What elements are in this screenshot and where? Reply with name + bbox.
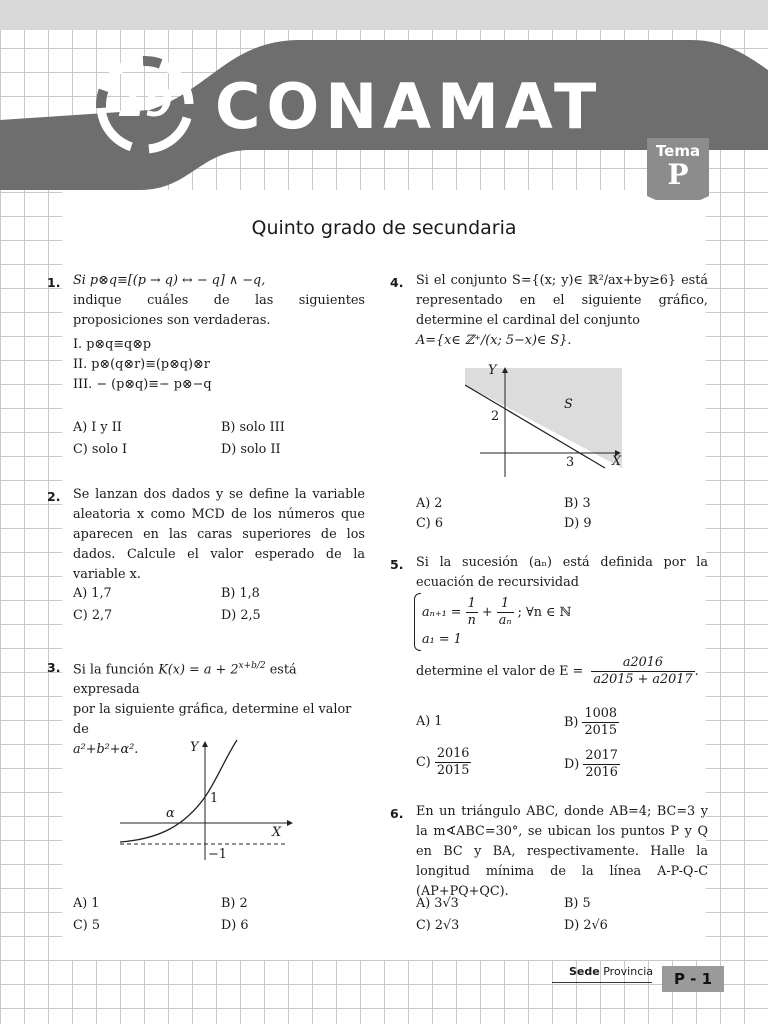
p2-option-b[interactable]: B) 1,8 [221, 586, 260, 601]
p4-option-d[interactable]: D) 9 [564, 516, 592, 531]
problem-1 [73, 271, 365, 395]
problem-4-set-a: A={x∈ ℤ⁺/(x; 5−x)∈ S}. [416, 333, 572, 348]
footer-divider [552, 982, 652, 983]
footer-provincia: Provincia [603, 965, 654, 978]
p6-option-b[interactable]: B) 5 [564, 896, 591, 911]
rec-left: aₙ₊₁ = [422, 605, 462, 620]
p3-option-a[interactable]: A) 1 [73, 896, 100, 911]
problem-3-line1a: Si la función [73, 662, 159, 678]
problem-5-recursion-1 [422, 596, 571, 629]
problem-6-number: 6. [390, 806, 404, 821]
p5-E-fraction: $\frac{a2016}{a2015 + a2017}$ [593, 655, 693, 687]
problem-4 [416, 271, 708, 351]
p4-graph-three: 3 [566, 455, 575, 470]
p2-option-a[interactable]: A) 1,7 [73, 586, 112, 601]
problem-3-line1b: está expresada [73, 662, 297, 698]
problem-2-number: 2. [47, 489, 61, 504]
p4-graph-ylabel: Y [488, 363, 497, 378]
problem-3-function: K(x) = a + 2 [158, 662, 239, 678]
p3-graph-minus-one: −1 [208, 847, 227, 862]
p1-option-a[interactable]: A) I y II [73, 420, 122, 435]
footer-sede-label: Sede [569, 965, 600, 978]
footer-sede [569, 965, 653, 978]
p2-option-d[interactable]: D) 2,5 [221, 608, 261, 623]
problem-3-exponent: x+b/2 [238, 661, 266, 671]
brand-name: CONAMAT [215, 70, 603, 143]
p4-graph-xlabel: X [612, 454, 622, 469]
tema-letter: P [667, 158, 689, 191]
problem-5-text: Si la sucesión (aₙ) está definida por la ecuación de recursividad [416, 555, 708, 590]
p6-option-a[interactable]: A) 3√3 [416, 896, 459, 911]
tema-label: Tema [655, 142, 701, 160]
page-number: P - 1 [662, 966, 724, 992]
p5-option-b[interactable]: B) $\frac{1008}{2015}$ [564, 706, 618, 738]
p6-option-d[interactable]: D) 2√6 [564, 918, 608, 933]
problem-1-prop-3: III. − (p⊗q)≡− p⊗−q [73, 377, 212, 392]
problem-4-graph [465, 365, 630, 480]
p5-option-d[interactable]: D) $\frac{2017}{2016}$ [564, 748, 618, 780]
page-title: Quinto grado de secundaria [251, 217, 517, 239]
problem-4-text: Si el conjunto S={(x; y)∈ ℝ²/ax+by≥6} está representado en el siguiente gráfico, determine el cardinal del conjunto [416, 273, 708, 328]
rec-frac-1: $\frac{1}{n}$ [467, 596, 476, 628]
p4-option-c[interactable]: C) 6 [416, 516, 443, 531]
problem-3-line3: a²+b²+α². [73, 742, 139, 758]
p3-graph-one: 1 [210, 791, 219, 806]
problem-3-number: 3. [47, 660, 61, 675]
problem-1-number: 1. [47, 275, 61, 290]
p4-option-a[interactable]: A) 2 [416, 496, 443, 511]
p3-option-d[interactable]: D) 6 [221, 918, 249, 933]
p4-option-b[interactable]: B) 3 [564, 496, 591, 511]
rec-cond: ; ∀n ∈ ℕ [517, 605, 572, 620]
p6-option-c[interactable]: C) 2√3 [416, 918, 460, 933]
tema-badge [647, 138, 709, 210]
p5-option-c[interactable]: C) $\frac{2016}{2015}$ [416, 746, 470, 778]
problem-4-number: 4. [390, 275, 404, 290]
problem-1-prop-1: I. p⊗q≡q⊗p [73, 337, 152, 352]
p5-determine-text: determine el valor de E = [416, 664, 584, 679]
p1-option-d[interactable]: D) solo II [221, 442, 281, 457]
problem-3-graph [115, 735, 295, 865]
problem-6-text: En un triángulo ABC, donde AB=4; BC=3 y la m∢ABC=30°, se ubican los puntos P y Q en BC y BA, respectivamente. Halle la longitud mínima de la línea A-P-Q-C (AP+PQ+QC). [416, 804, 708, 899]
p3-graph-xlabel: X [272, 825, 282, 840]
recursion-brace [414, 593, 421, 651]
problem-2-text: Se lanzan dos dados y se define la variable aleatoria x como MCD de los números que aparecen en las caras superiores de los dados. Calcule el valor esperado de la variable x. [73, 487, 365, 582]
rec-frac-2: $\frac{1}{\text{aₙ}}$ [498, 596, 512, 628]
problem-3-line2: por la siguiente gráfica, determine el valor de [73, 702, 352, 738]
problem-1-statement: Si p⊗q≡[(p → q) ↔ − q] ∧ −q, [73, 273, 266, 288]
problem-1-text: indique cuáles de las siguientes proposiciones son verdaderas. [73, 293, 365, 328]
logo-number: 19 [117, 80, 173, 126]
p1-option-b[interactable]: B) solo III [221, 420, 285, 435]
problem-5-recursion-2: a₁ = 1 [422, 632, 462, 647]
p4-graph-s-label: S [564, 397, 573, 412]
p3-option-b[interactable]: B) 2 [221, 896, 248, 911]
rec-plus: + [481, 605, 493, 620]
problem-1-prop-2: II. p⊗(q⊗r)≡(p⊗q)⊗r [73, 357, 210, 372]
problem-5-number: 5. [390, 557, 404, 572]
p4-graph-two: 2 [491, 409, 500, 424]
problem-5-determine: determine el valor de E = $\frac{a2016}{a2015 + a2017}$ . [416, 655, 699, 687]
p1-option-c[interactable]: C) solo I [73, 442, 128, 457]
p3-graph-ylabel: Y [190, 740, 199, 755]
p3-graph-alpha: α [166, 806, 175, 821]
p3-option-c[interactable]: C) 5 [73, 918, 100, 933]
p5-option-a[interactable]: A) 1 [416, 714, 443, 729]
p2-option-c[interactable]: C) 2,7 [73, 608, 113, 623]
